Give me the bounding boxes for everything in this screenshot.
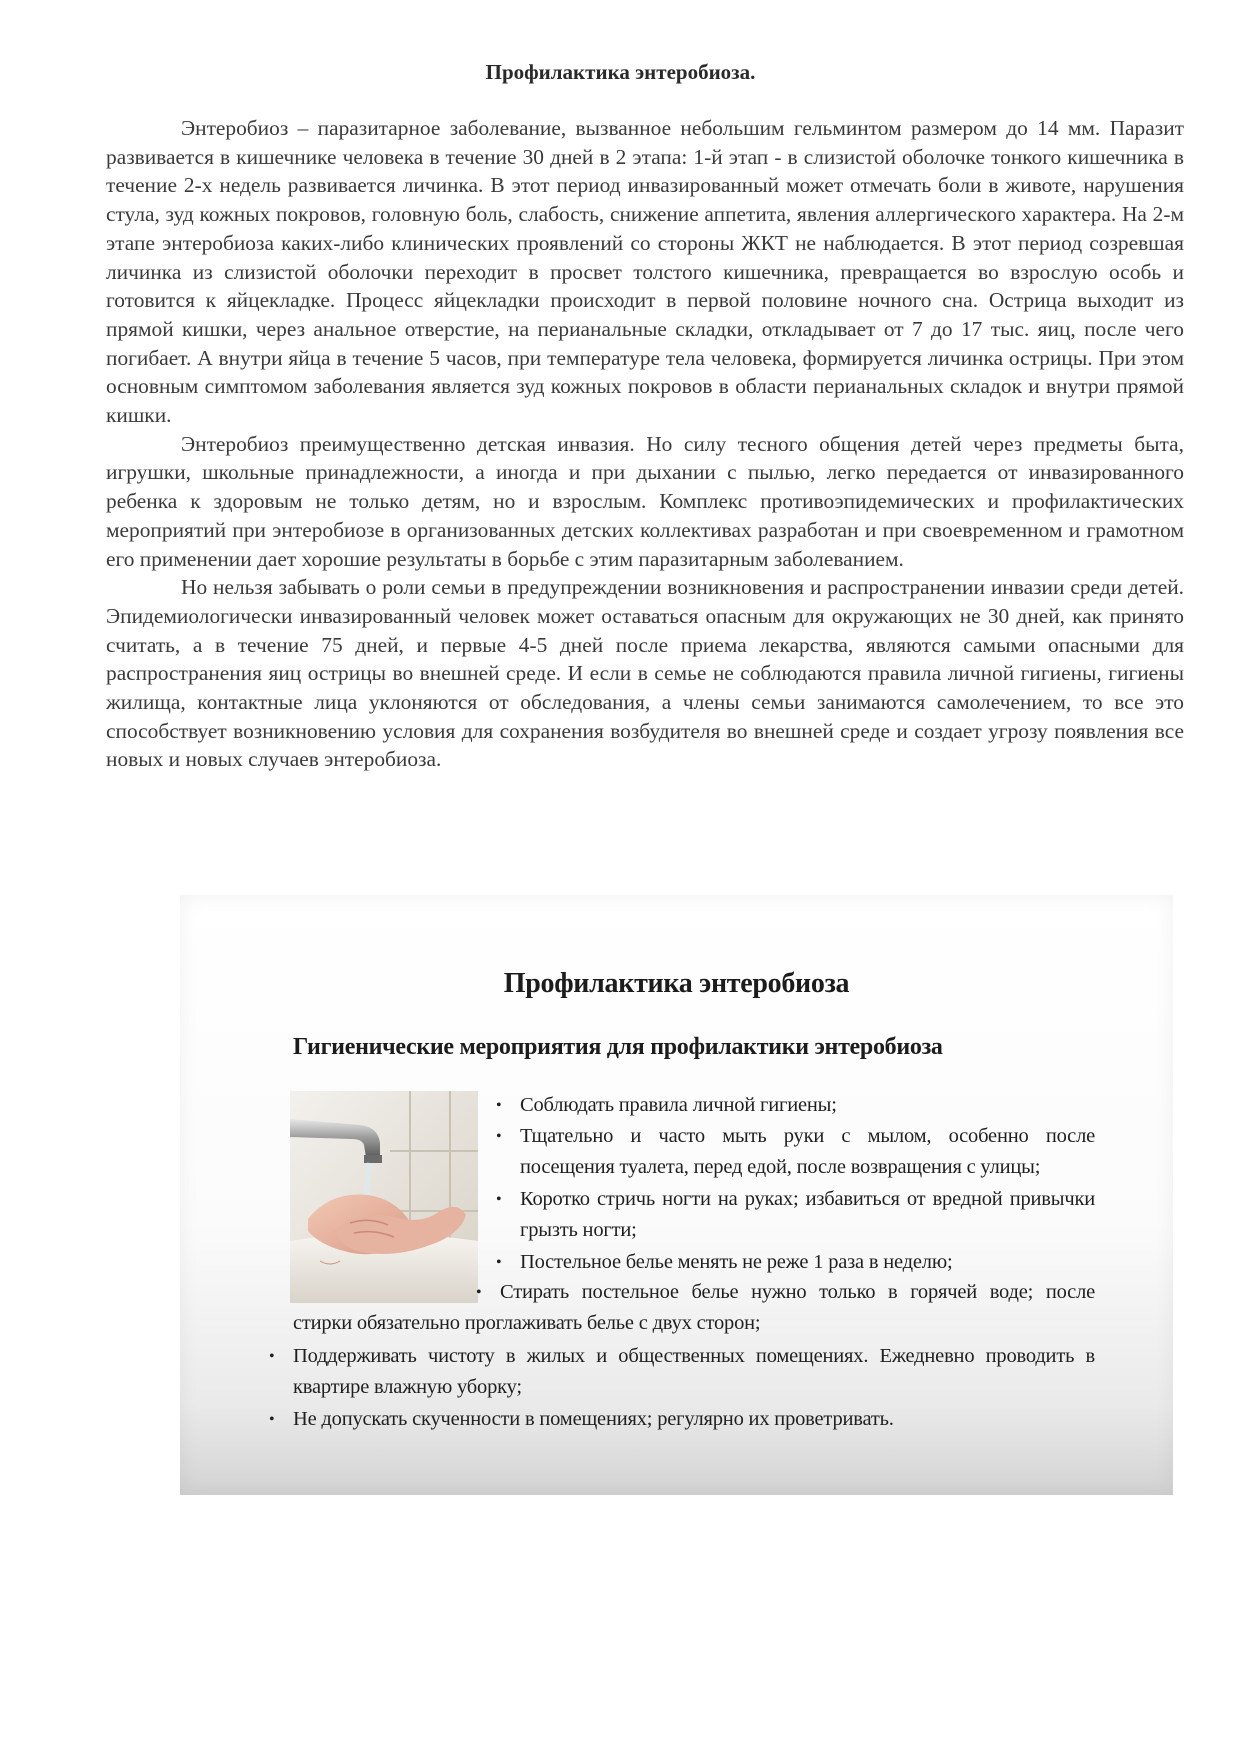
poster-title: Профилактика энтеробиоза — [503, 968, 850, 999]
poster-subtitle: Гигиенические мероприятия для профилактики энтеробиоза — [293, 1034, 943, 1060]
list-item — [496, 1184, 1095, 1246]
list-item-text: Стирать постельное белье нужно только в горячей воде; после стирки обязательно проглаживать белье с двух сторон; — [293, 1281, 1095, 1334]
document-body — [106, 114, 1184, 774]
list-item-text: Соблюдать правила личной гигиены; — [520, 1094, 837, 1116]
prevention-poster — [180, 895, 1173, 1495]
list-item — [269, 1341, 1095, 1403]
bullet-icon: • — [496, 1128, 502, 1145]
document-title: Профилактика энтеробиоза. — [485, 60, 756, 84]
list-item-text: Коротко стричь ногти на руках; избавиться от вредной привычки грызть ногти; — [520, 1188, 1095, 1241]
hygiene-measures-list — [180, 895, 1173, 1495]
list-item-text: Постельное белье менять не реже 1 раза в неделю; — [520, 1251, 953, 1273]
paragraph-3: Но нельзя забывать о роли семьи в предупреждении возникновения и распространении инвазии среди детей. Эпидемиологически инвазированный человек может оставаться опасным для окружающих не 30 дней, как принято считать, а в течение 75 дней, и первые 4-5 дней после приема лекарства, являются самыми опасными для распространения яиц острицы во внешней среде. И если в семье не соблюдаются правила личной гигиены, гигиены жилища, контактные лица уклоняются от обследования, а члены семьи занимаются самолечением, то все это способствует возникновению условия для сохранения возбудителя во внешней среде и создает угрозу появления все новых и новых случаев энтеробиоза. — [106, 575, 1184, 772]
bullet-icon: • — [496, 1097, 502, 1114]
list-item — [496, 1090, 837, 1121]
bullet-icon: • — [496, 1254, 502, 1271]
list-item-text: Поддерживать чистоту в жилых и общественных помещениях. Ежедневно проводить в квартире влажную уборку; — [293, 1345, 1095, 1398]
paragraph-2: Энтеробиоз преимущественно детская инвазия. Но силу тесного общения детей через предметы быта, игрушки, школьные принадлежности, а иногда и при дыхании с пылью, легко передается от инвазированного ребенка к здоровым не только детям, но и взрослым. Комплекс противоэпидемических и профилактических мероприятий при энтеробиозе в организованных детских коллективах разработан и при своевременном и грамотном его применении дает хорошие результаты в борьбе с этим паразитарным заболеванием. — [106, 431, 1184, 571]
bullet-icon: • — [269, 1348, 275, 1365]
list-item — [496, 1121, 1095, 1183]
bullet-icon: • — [476, 1284, 482, 1301]
bullet-icon: • — [269, 1411, 275, 1428]
list-item — [269, 1404, 894, 1435]
list-item — [293, 1277, 1095, 1339]
bullet-icon: • — [496, 1191, 502, 1208]
list-item-text: Не допускать скученности в помещениях; регулярно их проветривать. — [293, 1408, 894, 1430]
paragraph-1: Энтеробиоз – паразитарное заболевание, вызванное небольшим гельминтом размером до 14 мм. Паразит развивается в кишечнике человека в течение 30 дней в 2 этапа: 1-й этап - в слизистой оболочке тонкого кишечника в течение 2-х недель развивается личинка. В этот период инвазированный может отмечать боли в животе, нарушения стула, зуд кожных покровов, головную боль, слабость, снижение аппетита, явления аллергического характера. На 2-м этапе энтеробиоза каких-либо клинических проявлений со стороны ЖКТ не наблюдается. В этот период созревшая личинка из слизистой оболочки переходит в просвет толстого кишечника, превращается во взрослую особь и готовится к яйцекладке. Процесс яйцекладки происходит в первой половине ночного сна. Острица выходит из прямой кишки, через анальное отверстие, на перианальные складки, откладывает от 7 до 17 тыс. яиц, после чего погибает. А внутри яйца в течение 5 часов, при температуре тела человека, формируется личинка острицы. При этом основным симптомом заболевания является зуд кожных покровов в области перианальных складок и внутри прямой кишки. — [106, 116, 1184, 428]
list-item-text: Тщательно и часто мыть руки с мылом, особенно после посещения туалета, перед едой, после возвращения с улицы; — [520, 1125, 1095, 1178]
list-item — [496, 1247, 953, 1278]
